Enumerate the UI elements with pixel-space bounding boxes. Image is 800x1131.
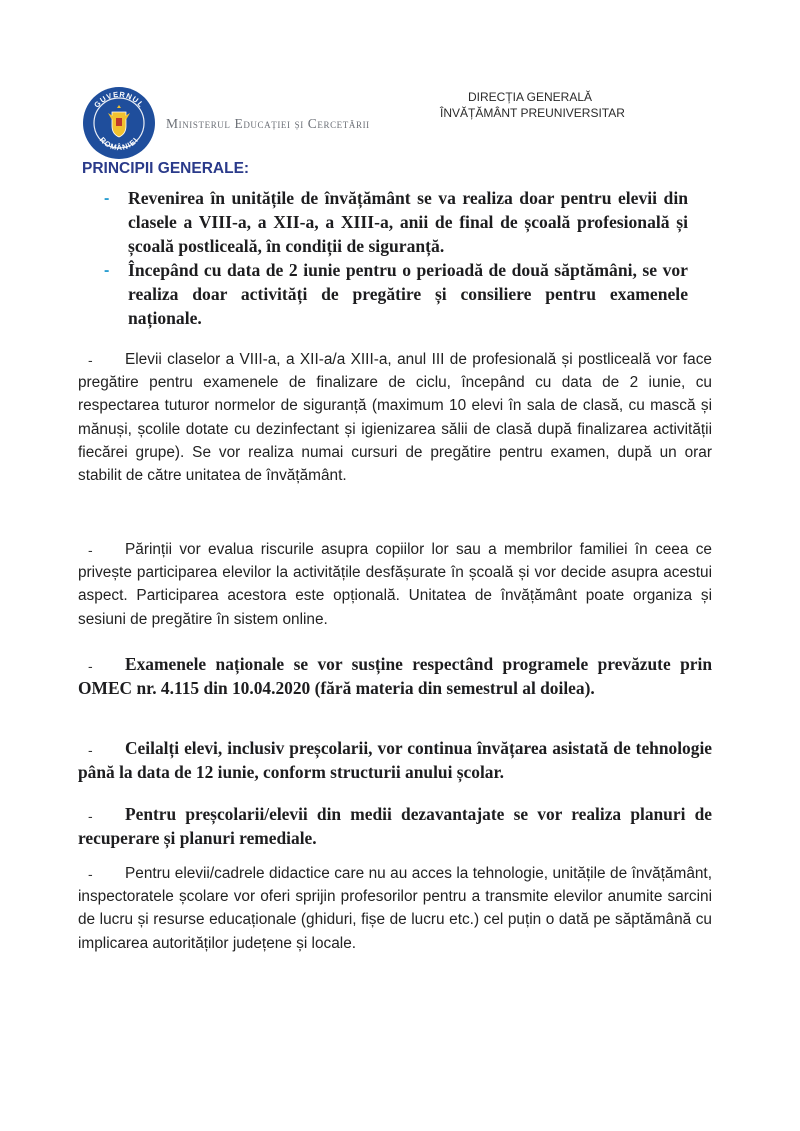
principles-title: PRINCIPII GENERALE: <box>82 160 250 177</box>
svg-text:GUVERNUL: GUVERNUL <box>92 89 146 110</box>
principle-bullet: - <box>104 190 110 207</box>
paragraph-dash: - <box>88 352 93 368</box>
directorate-heading <box>440 89 625 121</box>
paragraph-text: Pentru preșcolarii/elevii din medii dezavantajate se vor realiza planuri de recuperare și planuri remediale. <box>78 804 712 848</box>
principle-item: Începând cu data de 2 iunie pentru o perioadă de două săptămâni, se vor realiza doar activități de pregătire și consiliere pentru examenele naționale. <box>128 260 688 328</box>
principle-bullet: - <box>104 262 110 279</box>
paragraph-dash: - <box>88 866 93 882</box>
directorate-line-2: ÎNVĂȚĂMÂNT PREUNIVERSITAR <box>440 106 625 120</box>
paragraph <box>78 348 712 487</box>
paragraph-dash: - <box>88 742 93 758</box>
paragraph-text: Pentru elevii/cadrele didactice care nu au acces la tehnologie, unitățile de învățământ, inspectoratele școlare vor oferi sprijin profesorilor pentru a transmite elevilor anumite sarcini de lucru și resurse educaționale (ghiduri, fișe de lucru etc.) cel puțin o dată pe săptămână cu implicarea autorităților județene și locale. <box>78 865 712 952</box>
paragraph <box>78 538 712 631</box>
paragraph-dash: - <box>88 542 93 558</box>
paragraph <box>78 737 712 784</box>
paragraph <box>78 862 712 955</box>
directorate-line-1: DIRECȚIA GENERALĂ <box>468 90 593 104</box>
ministry-name: Ministerul Educației și Cercetării <box>166 116 370 131</box>
government-seal-icon <box>82 86 156 160</box>
paragraph-dash: - <box>88 808 93 824</box>
svg-text:ROMÂNIEI: ROMÂNIEI <box>97 135 141 153</box>
paragraph <box>78 653 712 700</box>
paragraph <box>78 803 712 850</box>
paragraph-text: Ceilalți elevi, inclusiv preșcolarii, vor continua învățarea asistată de tehnologie până la data de 12 iunie, conform structurii anului școlar. <box>78 738 712 782</box>
principle-item: Revenirea în unitățile de învățământ se va realiza doar pentru elevii din clasele a VIII-a, a XII-a, a XIII-a, anii de final de școală profesională și școală postliceală, în condiții de siguranță. <box>128 188 688 256</box>
paragraph-text: Părinții vor evalua riscurile asupra copiilor lor sau a membrilor familiei în ceea ce privește participarea elevilor la activitățile desfășurate în școală și vor decide asupra acestui aspect. Participarea acestora este opțională. Unitatea de învățământ poate organiza și sesiuni de pregătire în sistem online. <box>78 541 712 628</box>
paragraph-dash: - <box>88 658 93 674</box>
paragraph-text: Examenele naționale se vor susține respectând programele prevăzute prin OMEC nr. 4.115 din 10.04.2020 (fără materia din semestrul al doilea). <box>78 654 712 698</box>
paragraph-text: Elevii claselor a VIII-a, a XII-a/a XIII-a, anul III de profesională și postliceală vor face pregătire pentru examenele de finalizare de ciclu, începând cu data de 2 iunie, cu respectarea tuturor normelor de siguranță (maximum 10 elevi în sala de clasă, cu mască și mănuși, școlile dotate cu dezinfectant și igienizarea sălii de clasă după finalizarea activității fiecărei grupe). Se vor realiza numai cursuri de pregătire pentru examen, după un orar stabilit de către unitatea de învățământ. <box>78 351 712 485</box>
